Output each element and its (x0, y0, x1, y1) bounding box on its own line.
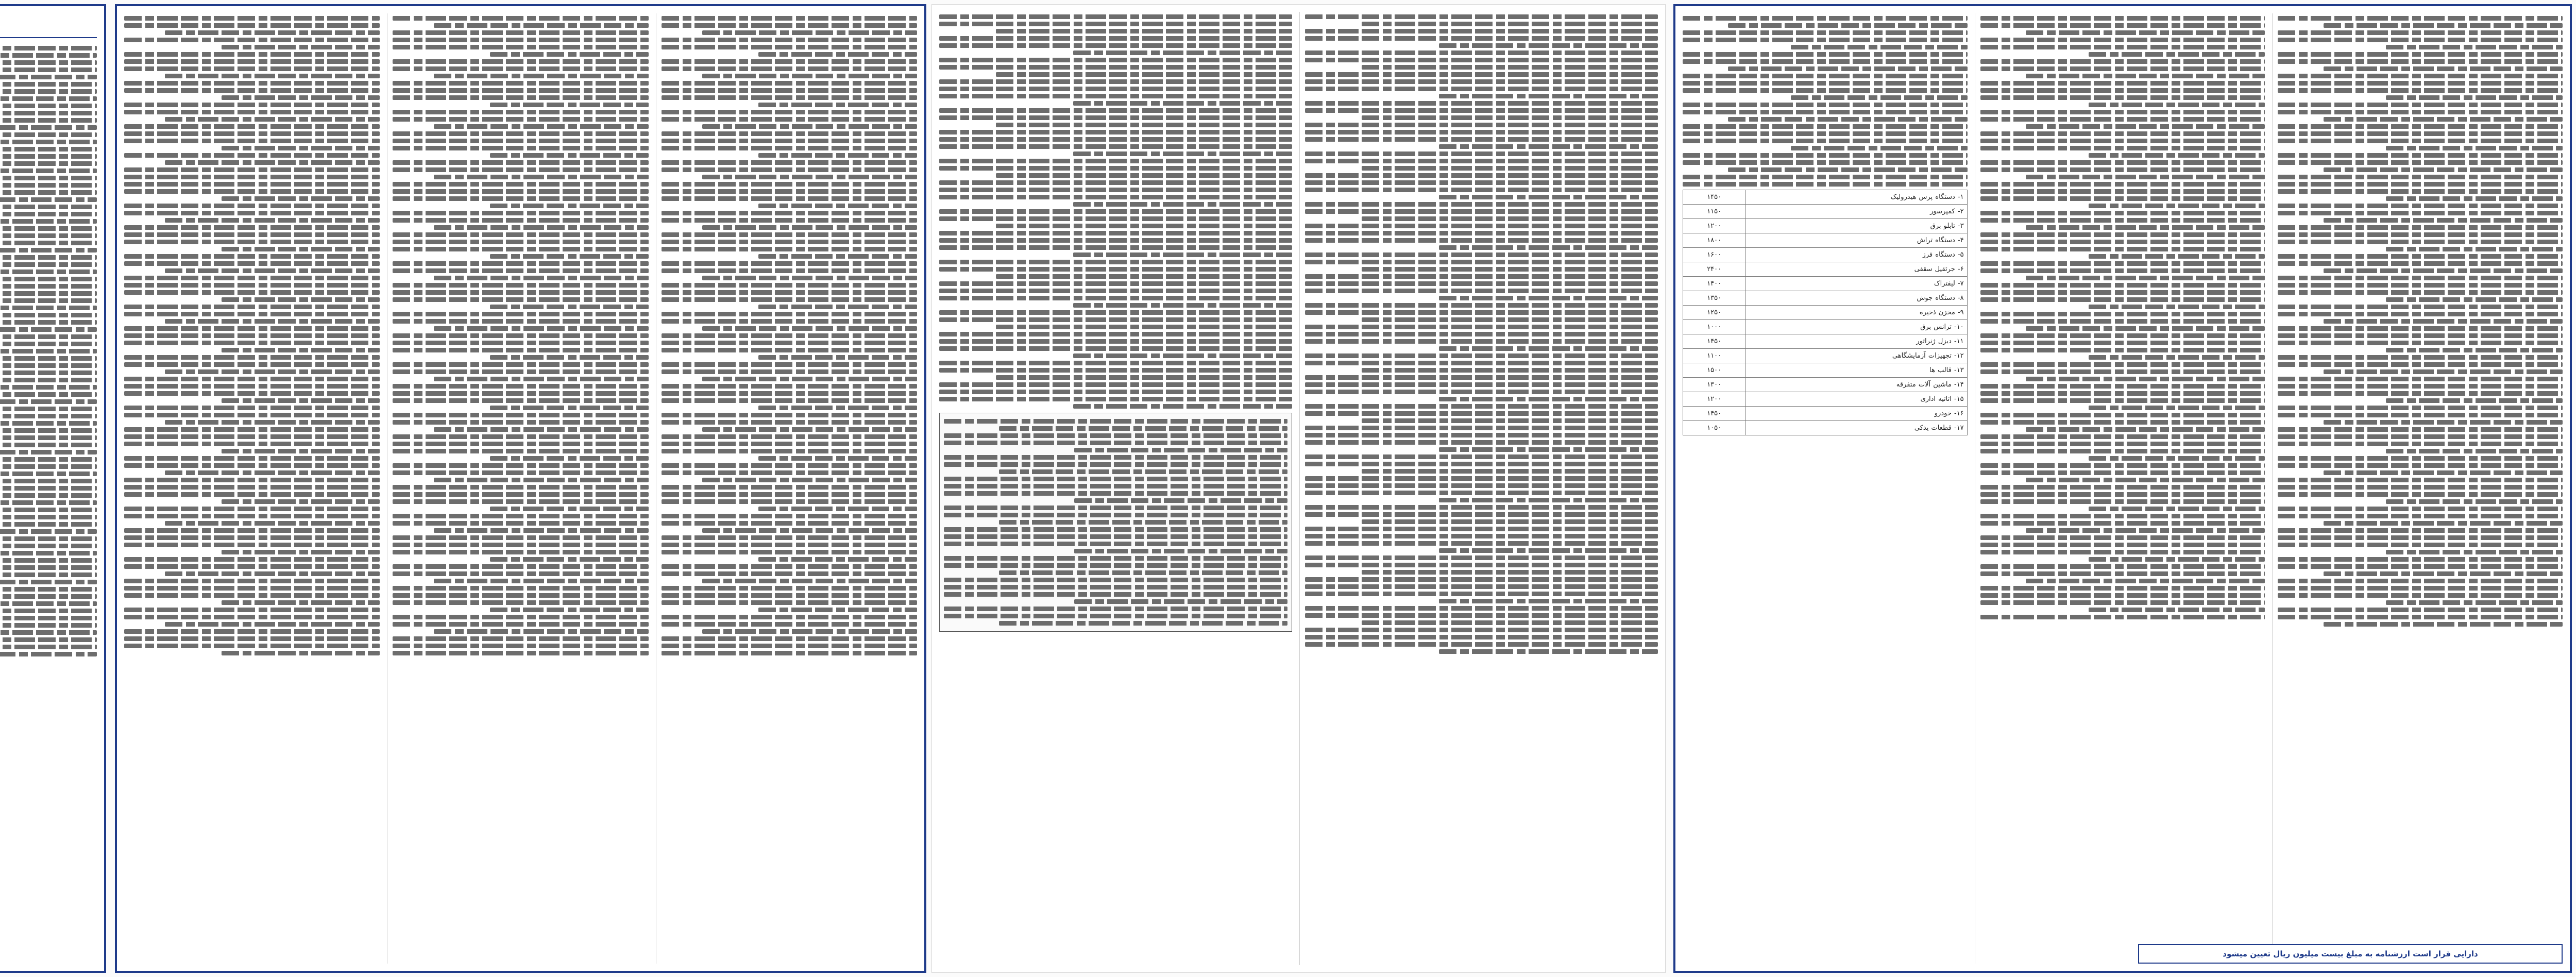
table-row: ۱۰- ترانس برق ۱۰۰۰ (1683, 320, 1967, 334)
valuation-panel (1673, 4, 2572, 973)
valuation-columns (1683, 13, 2563, 964)
details-column (124, 13, 380, 964)
valuation-table (1683, 190, 1968, 435)
ad-header (0, 12, 97, 38)
notice-columns (0, 43, 97, 964)
table-row: ۴- دستگاه تراش ۱۸۰۰ (1683, 233, 1967, 248)
details-panel (115, 4, 926, 973)
equipment-column (939, 12, 1292, 965)
table-row: ۱۱- دیزل ژنراتور ۱۴۵۰ (1683, 334, 1967, 349)
details-column (387, 13, 648, 964)
table-row: ۱۴- ماشین آلات متفرقه ۱۳۰۰ (1683, 378, 1967, 392)
equipment-column (1299, 12, 1658, 965)
table-row: ۱۷- قطعات یدکی ۱۰۵۰ (1683, 421, 1967, 435)
table-row: ۵- دستگاه فرز ۱۶۰۰ (1683, 248, 1967, 262)
auction-notice-panel (0, 4, 106, 973)
details-columns (124, 13, 917, 964)
valuation-column (2272, 13, 2563, 964)
table-row: ۱۶- خودرو ۱۴۵۰ (1683, 407, 1967, 421)
valuation-table-column (1683, 13, 1968, 964)
table-row: ۱۳- قالب ها ۱۵۰۰ (1683, 363, 1967, 378)
equipment-list-panel (931, 4, 1666, 973)
table-row: ۹- مخزن ذخیره ۱۲۵۰ (1683, 306, 1967, 320)
table-row: ۱۵- اثاثیه اداری ۱۲۰۰ (1683, 392, 1967, 407)
boxed-notice (939, 413, 1292, 632)
table-row: ۱- دستگاه پرس هیدرولیک ۱۴۵۰ (1683, 190, 1967, 205)
equipment-columns (939, 12, 1658, 965)
table-row: ۸- دستگاه جوش ۱۳۵۰ (1683, 291, 1967, 306)
table-row: ۳- تابلو برق ۱۲۰۰ (1683, 219, 1967, 233)
table-row: ۶- جرثقیل سقفی ۲۴۰۰ (1683, 262, 1967, 277)
details-column (656, 13, 917, 964)
table-row: ۷- لیفتراک ۱۴۰۰ (1683, 277, 1967, 291)
footer-banner: دارایی قرار است ارزشنامه به مبلغ بیست میلیون ریال تعیین میشود (2138, 944, 2563, 964)
table-row: ۲- کمپرسور ۱۱۵۰ (1683, 205, 1967, 219)
notice-column (0, 43, 97, 964)
table-row: ۱۲- تجهیزات آزمایشگاهی ۱۱۰۰ (1683, 349, 1967, 363)
valuation-column (1975, 13, 2265, 964)
